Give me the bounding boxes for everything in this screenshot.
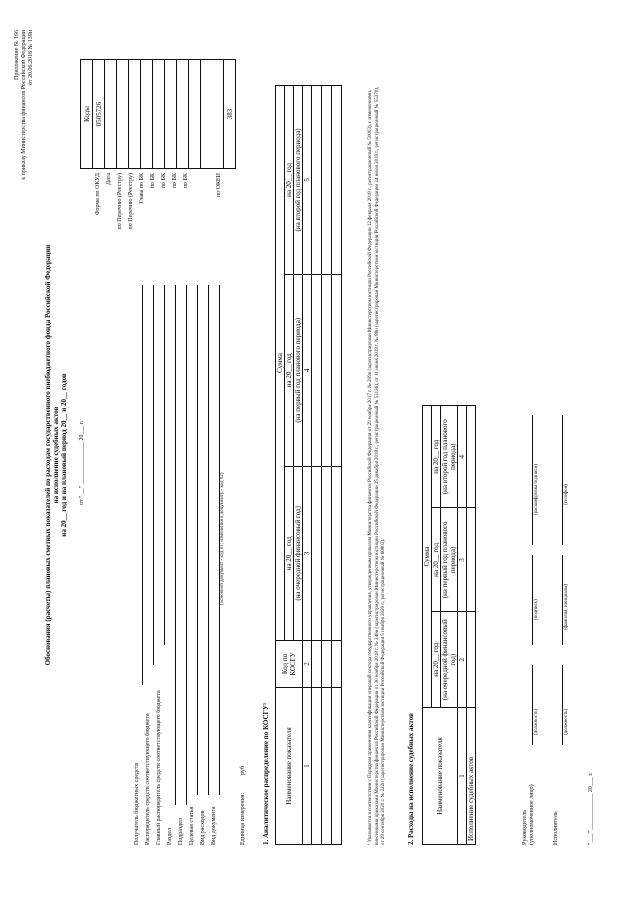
sign-line (532, 665, 533, 745)
num-2: 2 (303, 641, 312, 688)
perechen-label-1: по Перечню (Реестру) (117, 173, 123, 230)
code-date (105, 60, 117, 169)
field-line (164, 285, 165, 645)
col-year-3: на 20__ год (432, 406, 441, 508)
col-year-1-sub: (на очередной финансовый год) (441, 612, 458, 708)
kosgu-table (275, 85, 342, 845)
date-label: Дата (106, 173, 112, 185)
unit-label: Единица измерения: (240, 792, 246, 845)
section-1-title: 1. Аналитическое распределение по КОСГУ¹ (262, 702, 270, 845)
col-year-2-sub: (на первый год планового периода) (294, 274, 303, 466)
doc-type-hint: (основной документ - код 01; изменения к документу - код 02) (220, 472, 225, 605)
field-doc-type: Вид документа (211, 806, 217, 845)
table-row (332, 86, 342, 845)
codes-table (80, 59, 236, 169)
date-line: от " __" ______________ 20___ г. (79, 420, 85, 505)
col-sum: Сумма (276, 86, 285, 641)
section-2-title: 2. Расходы на исполнение судебных актов (407, 713, 415, 845)
col-year-1-sub: (на очередной финансовый год) (294, 466, 303, 640)
pos-caption: (должность) (534, 708, 539, 735)
title-line-1: Обоснования (расчеты) плановых сметных показателей по расходам государственного внебюджетного фонда Российской Федерации (44, 244, 52, 666)
field-section: Раздел (167, 828, 173, 845)
phone-caption: (телефон) (564, 484, 569, 505)
order-line: к приказу Министерства финансов Российской Федерации (21, 30, 27, 180)
col-kosgu: Код по КОСГУ (276, 641, 303, 688)
table-row (467, 406, 476, 845)
col-year-2: на 20__ год (285, 274, 294, 466)
bk-label-1: по БК (150, 173, 156, 189)
title-line-2: на исполнение судебных актов (52, 406, 60, 504)
field-expense-type: Вид расходов (200, 810, 206, 845)
bk-label-3: по БК (172, 173, 178, 189)
field-line (153, 285, 154, 665)
code-bk-2 (165, 60, 177, 169)
bk-label-4: по БК (183, 173, 189, 189)
code-perechen-2 (129, 60, 141, 169)
sign-line (562, 415, 563, 545)
field-recipient: Получатель бюджетных средств (134, 762, 140, 845)
perechen-label-2: по Перечню (Реестру) (128, 173, 134, 230)
glava-label: Глава по БК (139, 173, 145, 204)
table-row (322, 86, 332, 845)
num-1: 1 (303, 688, 312, 845)
decode-caption: (расшифровка подписи) (534, 463, 539, 515)
field-line (175, 285, 176, 805)
appendix-header (14, 30, 35, 285)
codes-header: Коды (81, 60, 93, 169)
title-line-3: на 20__ год и на плановый период 20__ и 20__ годов (60, 373, 68, 537)
col-year-2: на 20__ год (432, 508, 441, 612)
col-year-3-sub: (на второй год планового периода) (441, 406, 458, 508)
code-bk-4 (189, 60, 201, 169)
field-target: Целевая статья (189, 806, 195, 845)
code-glava (141, 60, 153, 169)
code-bk-3 (177, 60, 189, 169)
col-year-3-sub: (на второй год планового периода) (294, 86, 303, 275)
code-bk-1 (153, 60, 165, 169)
col-year-1: на 20__ год (285, 466, 294, 640)
num-5: 5 (303, 86, 312, 275)
sign-line (532, 555, 533, 645)
field-line (197, 285, 198, 795)
appendix-number: Приложение № 166 (14, 30, 20, 80)
fio-caption: (фамилия, инициалы) (564, 583, 569, 630)
num-1: 1 (458, 708, 467, 845)
order-date: от 20.06.2018 № 139н (28, 30, 34, 85)
code-blank (201, 60, 224, 169)
field-line (142, 285, 143, 685)
court-acts-table (422, 405, 476, 845)
num-4: 4 (458, 406, 467, 508)
fields-block (132, 285, 220, 845)
col-name: Наименование показателя (423, 708, 458, 845)
okei-label: по ОКЕИ (216, 173, 222, 198)
num-3: 3 (458, 508, 467, 612)
okud-value: 0505726 (93, 60, 105, 169)
num-2: 2 (458, 612, 467, 708)
num-4: 4 (303, 274, 312, 466)
bk-label-2: по БК (161, 173, 167, 189)
col-year-1: на 20__ год (432, 612, 441, 708)
okud-label: Форма по ОКУД (95, 173, 101, 216)
table-row (312, 86, 322, 845)
sign-line (562, 665, 563, 745)
codes-labels (93, 173, 225, 285)
sign-line (562, 555, 563, 645)
field-distributor: Распорядитель средств соответствующего бюджета (145, 713, 151, 845)
field-line (186, 285, 187, 805)
field-main-distributor: Главный распорядитель средств соответствующего бюджета (156, 690, 162, 845)
footnote: ¹ Указывается в соответствии с Порядком применения классификации операций сектора государственного управления, утвержденным приказом Министерства финансов Российской Федерации от 29 ноября 2017 г. № 209н (зарегистрирован Министерством юстиции Российской Федерации 12 февраля 2018 г., регистрационный № 50003), с изменениями, внесенными приказами Министерства финансов Российской Федерации от 30 ноября 2018 г. № 246н (зарегистрирован Министерством юстиции Российской Федерации 25 декабря 2018 г., регистрационный № 53136), от 11 июня 2019 г. № 88н (зарегистрирован Министерством юстиции Российской Федерации 24 июля 2019 г., регистрационный № 55370), от 29 сентября 2020 г. № 222н (зарегистрирован Министерством юстиции Российской Федерации 5 ноября 2020 г., регистрационный № 60803). (368, 86, 386, 845)
col-year-2-sub: (на первый год планового периода) (441, 508, 458, 612)
field-line (208, 285, 209, 795)
head-label: Руководитель (уполномоченное лицо) (522, 784, 535, 845)
sign-caption: (подпись) (534, 599, 539, 620)
code-perechen-1 (117, 60, 129, 169)
sign-line (532, 415, 533, 545)
executor-label: Исполнитель (553, 811, 559, 845)
pos-caption-2: (должность) (564, 708, 569, 735)
row-label: Исполнение судебных актов (467, 708, 476, 845)
unit-value: руб (240, 766, 246, 775)
col-year-3: на 20__ год (285, 86, 294, 275)
page-title (44, 65, 68, 845)
col-sum: Сумма (423, 406, 432, 708)
field-subsection: Подраздел (178, 818, 184, 845)
num-3: 3 (303, 466, 312, 640)
sign-date: "___" ____________ 20___ г. (588, 772, 594, 845)
col-name: Наименование показателя (276, 688, 303, 845)
okei-value: 383 (224, 60, 236, 169)
